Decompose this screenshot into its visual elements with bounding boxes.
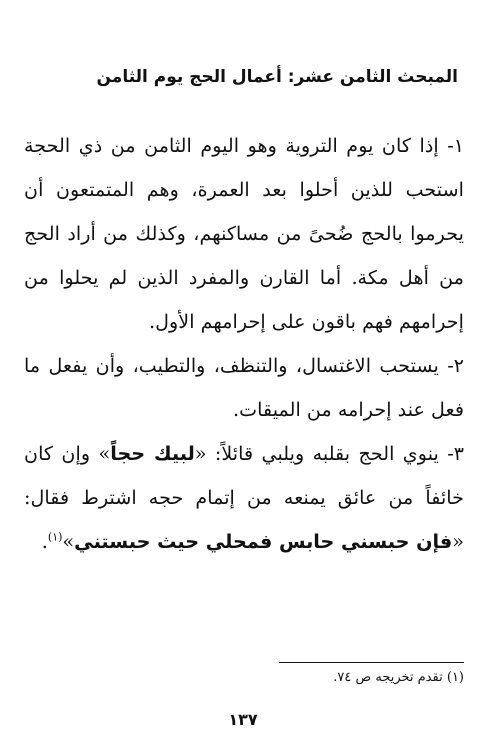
paragraph-3-middle: » وإن كان خائفاً من عائق يمنعه من إتمام حجه اشترط فقال: « (24, 442, 464, 553)
condition-phrase: فإن حبسني حابس فمحلي حيث حبستني (74, 530, 453, 553)
body-text (24, 124, 464, 564)
paragraph-2: ٢- يستحب الاغتسال، والتنظف، والتطيب، وأن يفعل ما فعل عند إحرامه من الميقات. (24, 354, 464, 421)
paragraph-3-intro: ٣- ينوي الحج بقلبه ويلبي قائلاً: « (194, 442, 464, 465)
paragraph-1: ١- إذا كان يوم التروية وهو اليوم الثامن من ذي الحجة استحب للذين أحلوا بعد العمرة، وهم المتمتعون أن يحرموا بالحج ضُحىً من مساكنهم، وكذلك من أراد الحج من أهل مكة. أما القارن والمفرد الذين لم يحلوا من إحرامهم فهم باقون على إحرامهم الأول. (24, 134, 464, 333)
talbiyah-phrase: لبيك حجاً (110, 442, 195, 465)
footnote-reference: (١) (47, 530, 63, 544)
footnote: (١) تقدم تخريجه ص ٧٤. (333, 670, 464, 685)
section-heading: المبحث الثامن عشر: أعمال الحج يوم الثامن (96, 67, 458, 87)
footnote-divider (279, 662, 464, 663)
paragraph-3 (24, 432, 464, 564)
page-number: ١٣٧ (228, 710, 258, 729)
paragraph-3-close: » (62, 530, 75, 553)
paragraph-3-end: . (41, 530, 48, 553)
